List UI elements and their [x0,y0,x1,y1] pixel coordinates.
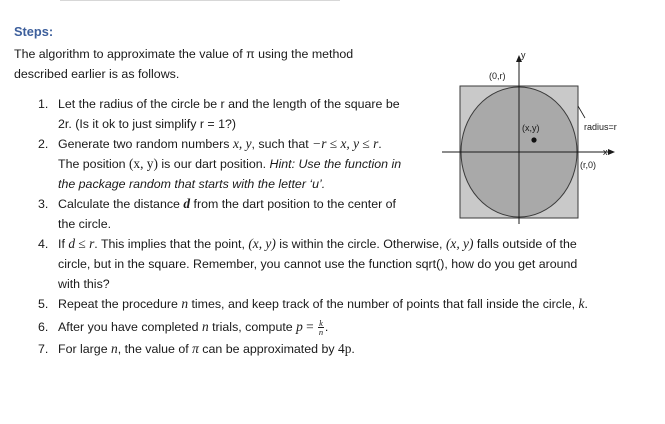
intro-paragraph [14,44,353,84]
step-text: is our dart position. [157,157,270,171]
step-text: Calculate the distance [58,197,184,211]
step-5 [38,294,658,314]
intro-line: The algorithm to approximate the value of π using the method [14,47,354,61]
step-text: can be approximated by [198,342,338,356]
step-line [58,317,658,337]
step-text: times, and keep track of the number of points that fall inside the circle, [188,297,579,311]
step-text: trials, compute [208,320,297,334]
math-expression: x, y [232,136,252,151]
y-axis-label: y [521,50,526,60]
step-text: The position [58,157,129,171]
math-expression: k [578,296,585,311]
step-text: . This implies that the point, [94,237,249,251]
math-expression: π [192,341,199,356]
step-line [58,234,658,254]
math-expression: −r ≤ x, y ≤ r [312,136,379,151]
step-text: . [584,297,588,311]
step-text: Repeat the procedure [58,297,182,311]
radius-pointer-line [578,106,585,118]
step-number: 6. [38,320,49,334]
step-line: with this? [58,277,110,291]
step-line: circle, but in the square. Remember, you cannot use the function sqrt(), how do you get around [58,257,578,271]
steps-heading: Steps: [14,24,54,39]
step-number: 4. [38,237,49,251]
dart-point [531,137,536,142]
fraction [318,319,324,336]
math-expression: 4p [338,341,352,356]
step-text: . [351,342,355,356]
math-expression: n [111,341,118,356]
math-expression: (x, y) [248,236,276,251]
radius-label: radius=r [584,122,617,132]
step-text: from the dart position to the center of [190,197,396,211]
fraction-denominator: n [318,327,324,338]
step-text: After you have completed [58,320,202,334]
hint-text: Hint: Use the function in [269,157,402,171]
hint-text: the package random that starts with the letter ‘u’. [58,177,326,191]
step-number: 7. [38,342,49,356]
intro-line: described earlier is as follows. [14,67,180,81]
step-number: 2. [38,137,49,151]
math-expression: n [181,296,189,311]
math-expression: d [183,196,191,211]
top-divider [60,0,340,1]
step-6 [38,317,658,337]
math-expression: (x, y) [445,236,474,251]
circle-square-figure [440,46,660,236]
math-expression: (x, y) [128,156,158,171]
top-point-label: (0,r) [489,71,506,81]
step-7 [38,339,658,359]
math-expression: d ≤ r [68,236,95,251]
step-text: Generate two random numbers [58,137,233,151]
step-number: 1. [38,97,49,111]
fraction-numerator: k [319,318,323,329]
step-line [58,294,658,314]
step-text: , the value of [117,342,193,356]
math-expression: n [201,319,209,334]
right-point-label: (r,0) [580,160,597,170]
math-expression: p [296,319,303,334]
figure-svg [440,46,660,236]
step-text: falls outside of the [473,237,577,251]
step-text: If [58,237,69,251]
step-text: . [324,320,329,334]
step-text: , such that [251,137,313,151]
step-line: 2r. (Is it ok to just simplify r = 1?) [58,117,236,131]
step-line: Let the radius of the circle be r and the length of the square be [58,97,400,111]
step-text: . [378,137,382,151]
math-expression: = [302,319,318,334]
step-line: the circle. [58,217,112,231]
step-line [58,339,658,359]
step-4 [38,234,658,294]
x-axis-arrow [608,149,615,155]
step-text: For large [58,342,112,356]
step-number: 3. [38,197,49,211]
x-axis-label: x [603,147,608,157]
step-number: 5. [38,297,49,311]
step-text: is within the circle. Otherwise, [275,237,446,251]
dart-point-label: (x,y) [522,123,540,133]
